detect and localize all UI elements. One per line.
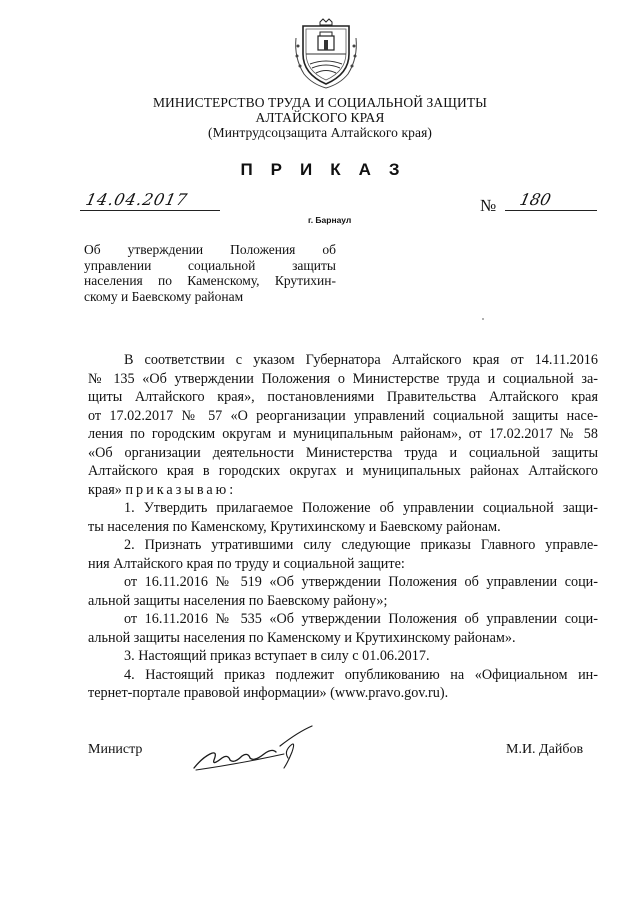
body-line: № 135 «Об утверждении Положения о Министерстве труда и социальной за- [88,370,598,387]
ministry-short-name: (Минтрудсоцзащита Алтайского края) [208,125,432,140]
body-line [88,481,598,500]
item-1-line: ты населения по Каменскому, Крутихинскому и Баевскому районам. [88,518,501,535]
body-line-start: края» [88,481,122,498]
handwritten-signature-icon [188,724,318,774]
number-underline [505,210,597,211]
body-line: «Об организации деятельности Министерства труда и социальной защиты [88,444,598,461]
subject-line: населения по Каменскому, Крутихин- [84,273,336,288]
signatory-name: М.И. Дайбов [506,742,584,757]
item-2-line: ния Алтайского края по труду и социальной защите: [88,555,405,572]
subject-line: Об утверждении Положения об [84,242,336,257]
body-line: щиты Алтайского края», постановлениями Правительства Алтайского края [88,389,598,405]
order-body [88,351,598,703]
order-number: 180 [517,190,553,209]
item-2b-line: от 16.11.2016 № 535 «Об утверждении Положения об управлении соци- [124,611,598,627]
body-line: ления по городским округам и муниципальным районам», от 17.02.2017 № 58 [88,426,598,442]
body-line: от 17.02.2017 № 57 «О реорганизации управлений социальной защиты насе- [88,407,598,424]
item-2a-line: от 16.11.2016 № 519 «Об утверждении Положения об управлении соци- [124,574,598,590]
item-3-line: 3. Настоящий приказ вступает в силу с 01.06.2017. [124,648,430,664]
ministry-name-line2: АЛТАЙСКОГО КРАЯ [255,110,385,125]
body-line: В соответствии с указом Губернатора Алтайского края от 14.11.2016 [124,352,598,368]
item-4-line: 4. Настоящий приказ подлежит опубликованию на «Официальном ин- [124,666,598,683]
item-2b-line: альной защиты населения по Каменскому и Крутихинскому районам». [88,629,516,646]
order-date: 14.04.2017 [83,190,190,209]
item-1-line: 1. Утвердить прилагаемое Положение об управлении социальной защи- [124,500,598,516]
subject-line: управлении социальной защиты [84,257,336,273]
item-2a-line: альной защиты населения по Баевскому району»; [88,592,388,609]
item-4-line: тернет-портале правовой информации» (www.pravo.gov.ru). [88,685,449,701]
city-label: г. Барнаул [308,215,352,225]
coat-of-arms-icon [290,18,362,90]
subject-line: скому и Баевскому районам [84,288,244,304]
item-2-line: 2. Признать утратившими силу следующие приказы Главного управле- [124,537,598,553]
order-title: ПРИКАЗ [240,160,418,179]
order-directive: приказываю: [125,481,237,498]
body-line: Алтайского края в городских округах и муниципальных районах Алтайского [88,463,598,479]
date-underline [80,210,220,211]
order-subject [84,242,336,304]
signatory-title: Министр [88,742,143,757]
order-number-label: № [480,196,497,215]
scan-speck [482,318,484,320]
ministry-header [0,95,640,140]
ministry-name-line1: МИНИСТЕРСТВО ТРУДА И СОЦИАЛЬНОЙ ЗАЩИТЫ [152,95,488,110]
